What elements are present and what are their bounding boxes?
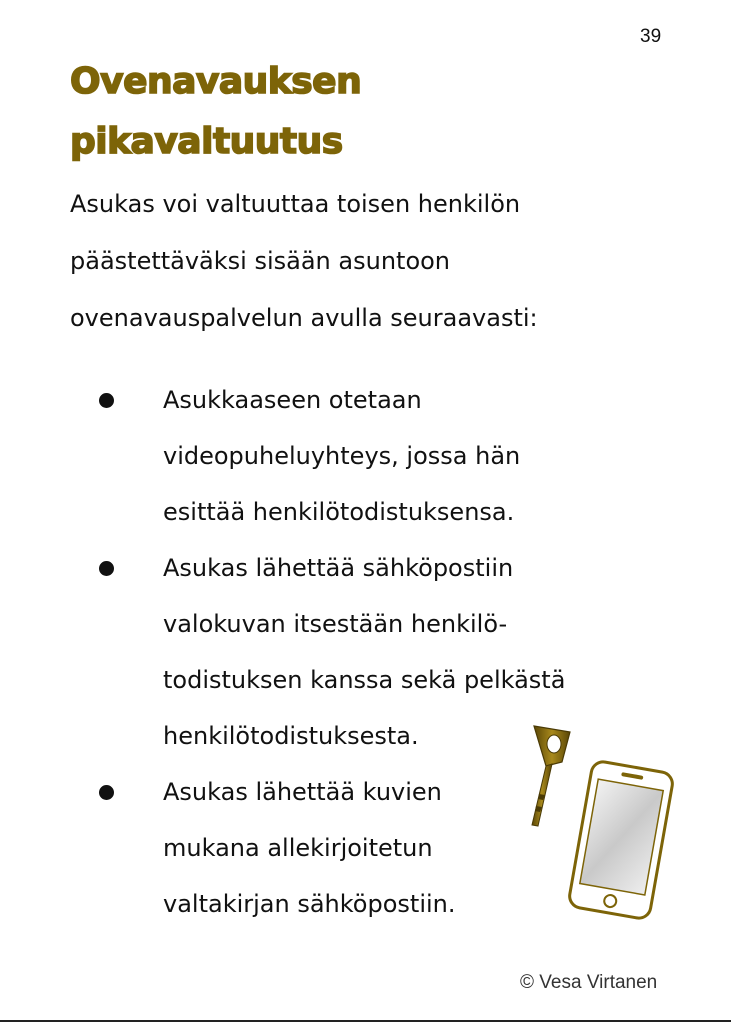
bullet-list xyxy=(0,372,663,932)
page-number: 39 xyxy=(640,26,662,47)
smartphone-icon xyxy=(566,760,676,924)
title-line-2: pikavaltuutus xyxy=(70,121,343,162)
copyright-notice: © Vesa Virtanen xyxy=(520,972,658,993)
bullet-dot-icon xyxy=(99,393,114,408)
bullet-item xyxy=(0,372,663,540)
bullet-text: Asukas lähettää sähköpostiin valokuvan itsestään henkilö- todistuksen kanssa sekä pelkästä henkilötodistuksesta. xyxy=(163,554,566,750)
title-line-1: Ovenavauksen xyxy=(70,61,362,102)
bullet-text: Asukas lähettää kuvien mukana allekirjoitetun valtakirjan sähköpostiin. xyxy=(163,778,456,918)
page-divider xyxy=(0,1020,731,1022)
bullet-dot-icon xyxy=(99,561,114,576)
page-title xyxy=(70,52,361,172)
bullet-dot-icon xyxy=(99,785,114,800)
bullet-text: Asukkaaseen otetaan videopuheluyhteys, jossa hän esittää henkilötodistuksensa. xyxy=(163,386,521,526)
intro-paragraph: Asukas voi valtuuttaa toisen henkilön päästettäväksi sisään asuntoon ovenavauspalvelun avulla seuraavasti: xyxy=(70,190,538,332)
